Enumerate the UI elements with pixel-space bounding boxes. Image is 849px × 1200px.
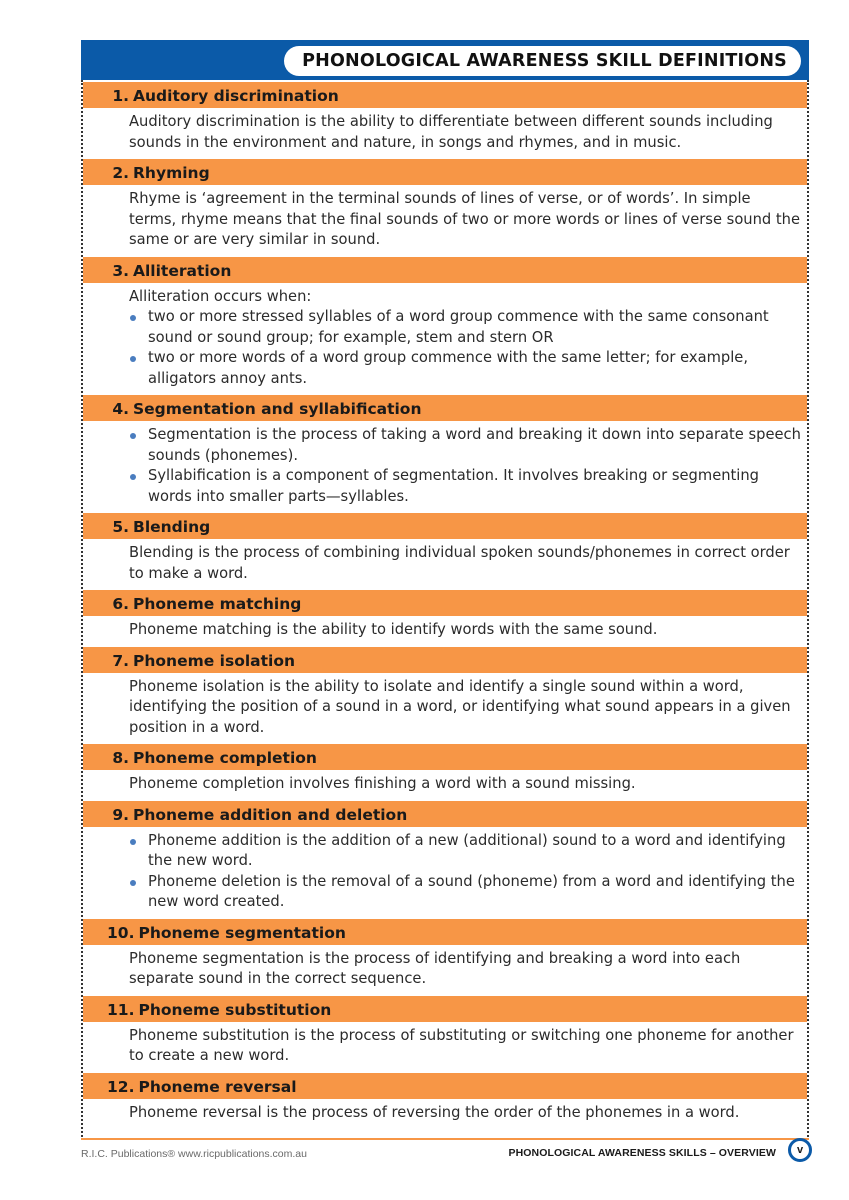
section-title: Blending — [133, 518, 211, 536]
section-title: Rhyming — [133, 164, 210, 182]
definition-section — [83, 393, 807, 511]
section-number: 5. — [112, 518, 129, 536]
bullet-item: Phoneme deletion is the removal of a sound (phoneme) from a word and identifying the new word created. — [129, 872, 801, 913]
publisher-credit: R.I.C. Publications® www.ricpublications.com.au — [81, 1148, 307, 1160]
section-header — [83, 393, 807, 421]
section-body — [83, 283, 807, 394]
section-header — [83, 157, 807, 185]
section-number: 7. — [112, 651, 129, 670]
page-title: PHONOLOGICAL AWARENESS SKILL DEFINITIONS — [284, 46, 801, 76]
definition-text: Phoneme reversal is the process of reversing the order of the phonemes in a word. — [129, 1103, 740, 1121]
section-number: 6. — [112, 595, 129, 613]
definitions-page — [81, 40, 809, 1140]
section-number: 1. — [112, 87, 129, 105]
section-header — [83, 917, 807, 945]
section-title: Phoneme isolation — [133, 651, 296, 670]
definition-text: Phoneme completion involves finishing a word with a sound missing. — [129, 775, 636, 792]
bottom-rule — [81, 1138, 809, 1140]
section-header — [83, 255, 807, 283]
definition-text: Phoneme isolation is the ability to isolate and identify a single sound within a word, identifying the position of a sound in a word, or identifying what sound appears in a given position in a word. — [129, 677, 791, 736]
bullet-list — [129, 307, 801, 389]
definition-text: Blending is the process of combining individual spoken sounds/phonemes in correct order to make a word. — [129, 544, 790, 582]
section-title: Auditory discrimination — [133, 87, 339, 105]
section-body — [83, 827, 807, 917]
section-number: 8. — [112, 749, 129, 767]
section-title: Phoneme addition and deletion — [133, 805, 408, 824]
section-header — [83, 80, 807, 108]
section-title: Phoneme completion — [133, 749, 317, 767]
page-number-badge: v — [788, 1138, 812, 1162]
section-number: 9. — [112, 805, 129, 824]
section-title: Phoneme segmentation — [138, 923, 346, 942]
definition-section — [83, 917, 807, 994]
section-body — [83, 1099, 807, 1128]
section-number: 10. — [107, 923, 135, 942]
definition-section — [83, 799, 807, 917]
definition-text: Alliteration occurs when: — [129, 287, 312, 305]
section-header — [83, 799, 807, 827]
section-title: Phoneme reversal — [138, 1077, 297, 1096]
footer-section-label: PHONOLOGICAL AWARENESS SKILLS – OVERVIEW — [508, 1147, 776, 1159]
section-body — [83, 185, 807, 255]
definition-text: Phoneme matching is the ability to identify words with the same sound. — [129, 621, 658, 638]
definition-text: Rhyme is ‘agreement in the terminal sounds of lines of verse, or of words’. In simple terms, rhyme means that the final sounds of two or more words or lines of verse sound the same or are very similar in sound. — [129, 190, 801, 248]
section-body — [83, 945, 807, 994]
section-body — [83, 539, 807, 588]
section-header — [83, 742, 807, 770]
definition-section — [83, 511, 807, 588]
section-number: 11. — [107, 1000, 135, 1019]
definition-section — [83, 157, 807, 255]
bullet-list — [129, 831, 801, 913]
bullet-item: Phoneme addition is the addition of a new (additional) sound to a word and identifying the new word. — [129, 831, 801, 872]
section-number: 12. — [107, 1077, 135, 1096]
section-body — [83, 770, 807, 799]
section-body — [83, 1022, 807, 1071]
definitions-list — [81, 80, 809, 1140]
section-body — [83, 421, 807, 511]
section-header — [83, 1071, 807, 1099]
section-body — [83, 616, 807, 645]
definition-text: Auditory discrimination is the ability to differentiate between different sounds including sounds in the environment and nature, in songs and rhymes, and in music. — [129, 113, 773, 151]
section-title: Alliteration — [133, 261, 232, 280]
section-title: Segmentation and syllabification — [133, 400, 422, 418]
section-header — [83, 511, 807, 539]
section-title: Phoneme substitution — [138, 1000, 332, 1019]
section-title: Phoneme matching — [133, 595, 302, 613]
section-body — [83, 108, 807, 157]
section-number: 4. — [112, 400, 129, 418]
definition-section — [83, 1071, 807, 1128]
section-header — [83, 588, 807, 616]
definition-section — [83, 994, 807, 1071]
header-band — [81, 40, 809, 80]
definition-section — [83, 80, 807, 157]
section-header — [83, 645, 807, 673]
section-number: 2. — [112, 164, 129, 182]
bullet-item: Segmentation is the process of taking a word and breaking it down into separate speech sounds (phonemes). — [129, 425, 801, 466]
definition-section — [83, 588, 807, 645]
definition-text: Phoneme segmentation is the process of identifying and breaking a word into each separate sound in the correct sequence. — [129, 949, 741, 987]
definition-section — [83, 255, 807, 394]
bullet-item: two or more stressed syllables of a word group commence with the same consonant sound or sound group; for example, stem and stern OR — [129, 307, 801, 348]
definition-section — [83, 645, 807, 743]
definition-text: Phoneme substitution is the process of substituting or switching one phoneme for another to create a new word. — [129, 1026, 794, 1064]
section-number: 3. — [112, 261, 129, 280]
section-body — [83, 673, 807, 743]
bullet-list — [129, 425, 801, 507]
bullet-item: two or more words of a word group commence with the same letter; for example, alligators annoy ants. — [129, 348, 801, 389]
bullet-item: Syllabification is a component of segmentation. It involves breaking or segmenting words into smaller parts—syllables. — [129, 466, 801, 507]
section-header — [83, 994, 807, 1022]
definition-section — [83, 742, 807, 799]
